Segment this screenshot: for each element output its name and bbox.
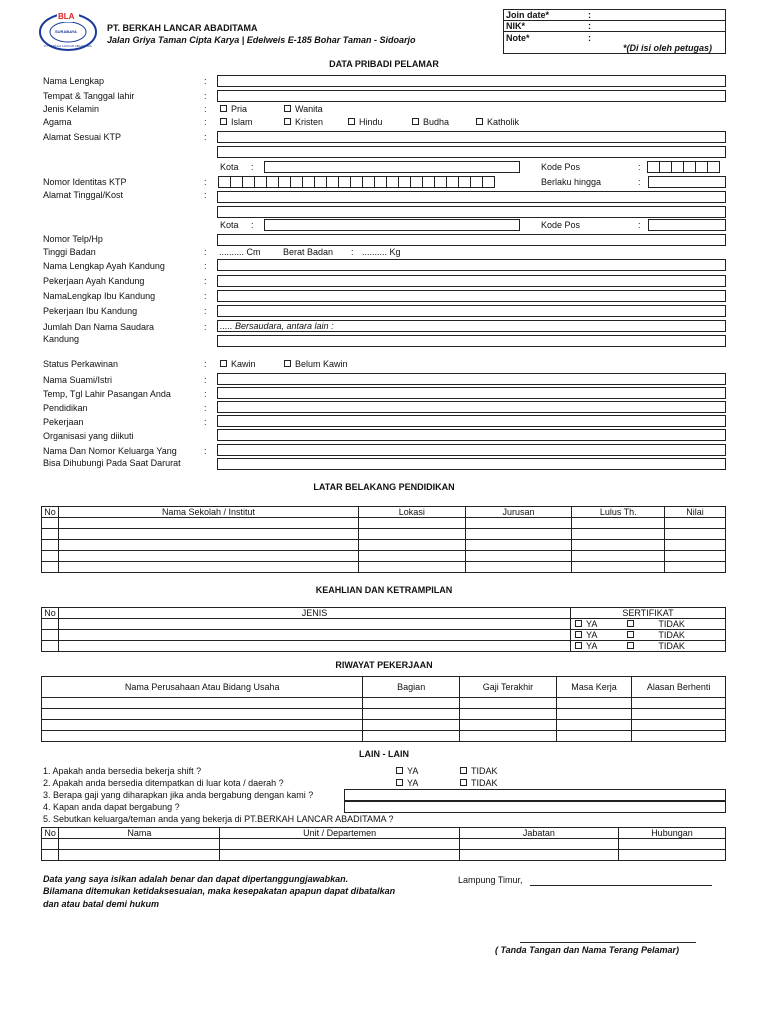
table-header-row [42,677,726,698]
table-row[interactable] [42,540,726,551]
label-saudara-2: Kandung [43,334,80,344]
label-kota-tinggal: Kota [220,220,239,230]
label-pekerjaan-ibu: Pekerjaan Ibu Kandung [43,306,138,316]
input-alamat-tinggal-1[interactable] [217,191,726,203]
col-header: Gaji Terakhir [460,677,557,698]
table-row[interactable]: YA TIDAK [42,619,726,630]
input-nama-lengkap[interactable] [217,75,726,87]
col-header: Masa Kerja [556,677,632,698]
skills-table [41,607,726,652]
col-header: No [42,507,59,518]
question-3: 3. Berapa gaji yang diharapkan jika anda bergabung dengan kami ? [43,790,314,800]
input-kodepos-ktp[interactable] [648,161,720,173]
option-kristen[interactable]: Kristen [284,117,323,127]
label-ttl-pasangan: Temp, Tgl Lahir Pasangan Anda [43,389,171,399]
table-row[interactable] [42,551,726,562]
label-alamat-ktp: Alamat Sesuai KTP [43,132,122,142]
table-row[interactable]: YA TIDAK [42,641,726,652]
input-alamat-ktp-1[interactable] [217,131,726,143]
label-ibu: NamaLengkap Ibu Kandung [43,291,156,301]
input-suami-istri[interactable] [217,373,726,385]
date-line[interactable] [530,885,712,886]
table-row[interactable] [42,731,726,742]
label-berlaku: Berlaku hingga [541,177,602,187]
input-pekerjaan-ayah[interactable] [217,275,726,287]
office-use-box: Join date* : NIK* : Note* : *(Di isi oleh petugas) [503,9,726,54]
option-wanita[interactable]: Wanita [284,104,323,114]
question-5: 5. Sebutkan keluarga/teman anda yang bekerja di PT.BERKAH LANCAR ABADITAMA ? [43,814,394,824]
col-header: Nama Sekolah / Institut [58,507,358,518]
label-agama: Agama [43,117,72,127]
logo-text-ring: PT BERKAH LANCAR ABADITAMA [44,44,92,48]
option-belum-kawin[interactable]: Belum Kawin [284,359,348,369]
input-kota-tinggal[interactable] [264,219,520,231]
label-kodepos-tinggal: Kode Pos [541,220,581,230]
label-ttl: Tempat & Tanggal lahir [43,91,135,101]
label-kodepos-ktp: Kode Pos [541,162,581,172]
input-pekerjaan[interactable] [217,415,726,427]
logo-text-center: SURABAYA [55,29,77,34]
table-row[interactable]: YA TIDAK [42,630,726,641]
table-row[interactable] [42,720,726,731]
logo-text-top: BLA [58,12,75,21]
input-nomor-ktp[interactable] [219,176,495,188]
input-saudara-2[interactable] [217,335,726,347]
label-nomor-ktp: Nomor Identitas KTP [43,177,127,187]
col-header: Nama [59,828,220,839]
label-saudara-1: Jumlah Dan Nama Saudara [43,322,155,332]
q1-tidak[interactable]: TIDAK [460,766,498,776]
col-header: Bagian [363,677,460,698]
input-ibu[interactable] [217,290,726,302]
option-katholik[interactable]: Katholik [476,117,519,127]
label-alamat-tinggal: Alamat Tinggal/Kost [43,190,124,200]
input-pekerjaan-ibu[interactable] [217,305,726,317]
q2-tidak[interactable]: TIDAK [460,778,498,788]
company-logo [37,11,99,51]
col-header: Lulus Th. [572,507,665,518]
table-row[interactable] [42,839,726,850]
place-label: Lampung Timur, [458,875,523,885]
col-header: SERTIFIKAT [571,608,726,619]
section-title-work: RIWAYAT PEKERJAAN [335,660,433,670]
table-row[interactable] [42,529,726,540]
label-status: Status Perkawinan [43,359,119,369]
q1-ya[interactable]: YA [396,766,418,776]
label-jenis-kelamin: Jenis Kelamin [43,104,100,114]
label-darurat-2: Bisa Dihubungi Pada Saat Darurat [43,458,181,468]
table-header-row [42,828,726,839]
table-row[interactable] [42,850,726,861]
col-header: Nilai [665,507,726,518]
col-header: Hubungan [618,828,725,839]
option-islam[interactable]: Islam [220,117,253,127]
label-berat: Berat Badan [283,247,334,257]
label-pekerjaan: Pekerjaan [43,417,84,427]
input-q4[interactable] [344,801,726,813]
nik-label: NIK* [506,21,526,31]
input-darurat-2[interactable] [217,458,726,470]
input-telp[interactable] [217,234,726,246]
col-header: Jurusan [465,507,572,518]
col-header: Alasan Berhenti [632,677,726,698]
section-title-skills: KEAHLIAN DAN KETRAMPILAN [315,585,453,595]
option-hindu[interactable]: Hindu [348,117,383,127]
q2-ya[interactable]: YA [396,778,418,788]
input-ayah[interactable] [217,259,726,271]
work-table [41,676,726,742]
input-kota-ktp[interactable] [264,161,520,173]
input-alamat-ktp-2[interactable] [217,146,726,158]
education-table [41,506,726,573]
company-address: Jalan Griya Taman Cipta Karya | Edelweis E-185 Bohar Taman - Sidoarjo [107,35,416,45]
company-name: PT. BERKAH LANCAR ABADITAMA [107,23,258,33]
input-organisasi[interactable] [217,429,726,441]
label-ayah: Nama Lengkap Ayah Kandung [43,261,165,271]
input-q3[interactable] [344,789,726,801]
label-tinggi: Tinggi Badan [43,247,96,257]
table-row[interactable] [42,698,726,709]
col-header: Lokasi [358,507,465,518]
statement-line-1: Data yang saya isikan adalah benar dan dapat dipertanggungjawabkan. [43,874,349,884]
col-header: No [42,828,59,839]
table-row[interactable] [42,709,726,720]
input-darurat-1[interactable] [217,444,726,456]
table-header-row [42,507,726,518]
label-darurat-1: Nama Dan Nomor Keluarga Yang [43,446,177,456]
value-tinggi[interactable]: .......... Cm [219,247,261,257]
relatives-table [41,827,726,861]
table-header-row [42,608,726,619]
signature-line[interactable] [520,942,696,943]
label-nama-lengkap: Nama Lengkap [43,76,105,86]
join-date-label: Join date* [506,10,550,20]
label-organisasi: Organisasi yang diikuti [43,431,134,441]
col-header: Unit / Departemen [220,828,460,839]
input-ttl-pasangan[interactable] [217,387,726,399]
col-header: Jabatan [459,828,618,839]
value-saudara: ..... Bersaudara, antara lain : [220,321,334,331]
input-berlaku[interactable] [648,176,726,188]
section-title-other: LAIN - LAIN [359,749,409,759]
value-berat[interactable]: .......... Kg [362,247,401,257]
col-header: JENIS [59,608,571,619]
label-pendidikan: Pendidikan [43,403,88,413]
section-title-personal: DATA PRIBADI PELAMAR [329,59,439,69]
input-alamat-tinggal-2[interactable] [217,206,726,218]
signature-caption: ( Tanda Tangan dan Nama Terang Pelamar) [495,945,680,955]
input-ttl[interactable] [217,90,726,102]
note-label: Note* [506,33,530,43]
question-2: 2. Apakah anda bersedia ditempatkan di luar kota / daerah ? [43,778,284,788]
label-telp: Nomor Telp/Hp [43,234,103,244]
label-suami-istri: Nama Suami/Istri [43,375,113,385]
option-pria[interactable]: Pria [220,104,247,114]
col-header: No [42,608,59,619]
input-pendidikan[interactable] [217,401,726,413]
statement-line-2: Bilamana ditemukan ketidaksesuaian, maka kesepakatan apapun dapat dibatalkan [43,886,396,896]
table-row[interactable] [42,562,726,573]
input-kodepos-tinggal[interactable] [648,219,726,231]
option-budha[interactable]: Budha [412,117,449,127]
option-kawin[interactable]: Kawin [220,359,256,369]
label-pekerjaan-ayah: Pekerjaan Ayah Kandung [43,276,145,286]
section-title-education: LATAR BELAKANG PENDIDIKAN [313,482,455,492]
question-1: 1. Apakah anda bersedia bekerja shift ? [43,766,202,776]
office-footnote: *(Di isi oleh petugas) [623,43,713,53]
question-4: 4. Kapan anda dapat bergabung ? [43,802,180,812]
table-row[interactable] [42,518,726,529]
label-kota-ktp: Kota [220,162,239,172]
statement-line-3: dan atau batal demi hukum [43,899,160,909]
col-header: Nama Perusahaan Atau Bidang Usaha [42,677,363,698]
